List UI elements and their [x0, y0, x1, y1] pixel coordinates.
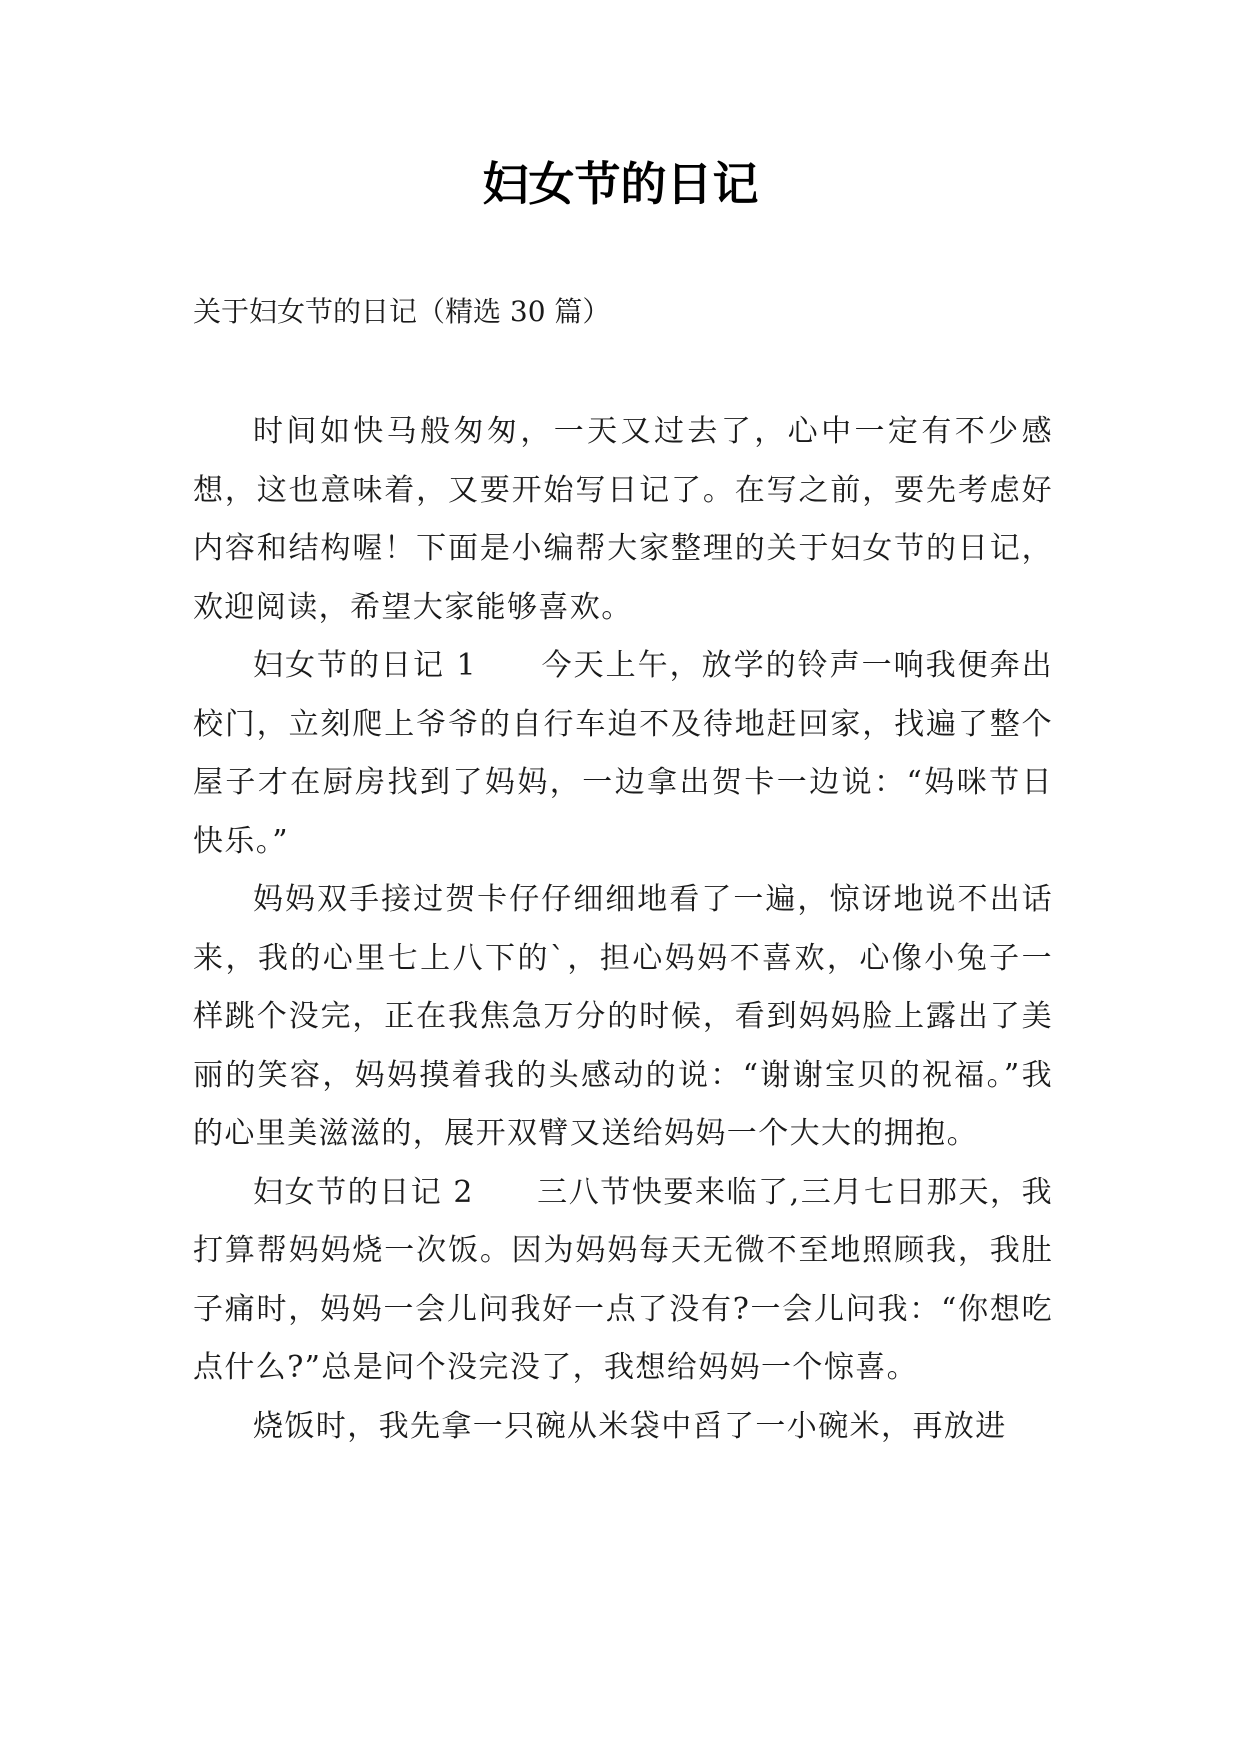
paragraph-diary-1: 妇女节的日记 1 今天上午，放学的铃声一响我便奔出校门，立刻爬上爷爷的自行车迫不及待地赶回家，找遍了整个屋子才在厨房找到了妈妈，一边拿出贺卡一边说：“妈咪节日快乐。”	[193, 648, 1053, 859]
paragraph-diary-2: 妇女节的日记 2 三八节快要来临了,三月七日那天，我打算帮妈妈烧一次饭。因为妈妈每天无微不至地照顾我，我肚子痛时，妈妈一会儿问我好一点了没有?一会儿问我：“你想吃点什么?”总是问个没完没了，我想给妈妈一个惊喜。	[193, 1174, 1053, 1385]
document-body	[193, 403, 1053, 1456]
document-title: 妇女节的日记	[482, 157, 759, 211]
paragraph-intro: 时间如快马般匆匆，一天又过去了，心中一定有不少感想，这也意味着，又要开始写日记了。在写之前，要先考虑好内容和结构喔！下面是小编帮大家整理的关于妇女节的日记，欢迎阅读，希望大家能够喜欢。	[193, 414, 1053, 625]
document-subtitle: 关于妇女节的日记（精选 30 篇）	[193, 295, 611, 328]
paragraph-diary-2-continued: 烧饭时，我先拿一只碗从米袋中舀了一小碗米，再放进	[253, 1408, 1007, 1444]
paragraph-diary-1-continued: 妈妈双手接过贺卡仔仔细细地看了一遍，惊讶地说不出话来，我的心里七上八下的`，担心妈妈不喜欢，心像小兔子一样跳个没完，正在我焦急万分的时候，看到妈妈脸上露出了美丽的笑容，妈妈摸着我的头感动的说：“谢谢宝贝的祝福。”我的心里美滋滋的，展开双臂又送给妈妈一个大大的拥抱。	[193, 882, 1053, 1151]
